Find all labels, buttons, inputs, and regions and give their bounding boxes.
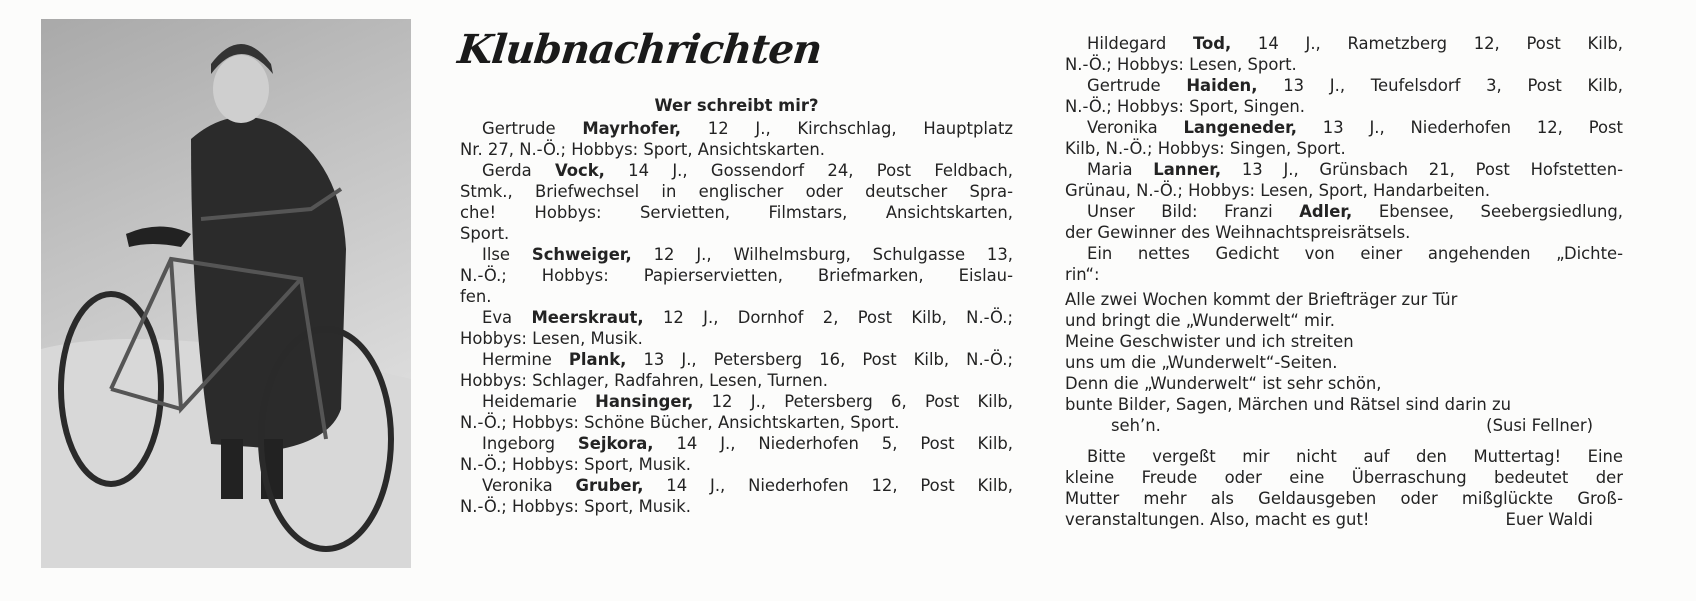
list-item xyxy=(1065,33,1623,75)
text-line: Ilse Schweiger, 12 J., Wilhelmsburg, Schulgasse 13, xyxy=(482,245,1013,264)
text-line: Hobbys: Lesen, Musik. xyxy=(460,329,643,348)
text-line: Kilb, N.-Ö.; Hobbys: Singen, Sport. xyxy=(1065,139,1346,158)
text-line: Nr. 27, N.-Ö.; Hobbys: Sport, Ansichtskarten. xyxy=(460,140,825,159)
text-line: che! Hobbys: Servietten, Filmstars, Ansichtskarten, xyxy=(460,203,1013,222)
text-line: Unser Bild: Franzi Adler, Ebensee, Seebergsiedlung, xyxy=(1087,202,1623,221)
signature: Euer Waldi xyxy=(1505,510,1593,529)
text-line: Veronika Gruber, 14 J., Niederhofen 12, Post Kilb, xyxy=(482,476,1013,495)
closing-line: kleine Freude oder eine Überraschung bedeutet der xyxy=(1065,468,1623,487)
photo-boy-with-bicycle xyxy=(41,19,411,568)
closing-line: Mutter mehr als Geldausgeben oder mißglückte Groß- xyxy=(1065,489,1623,508)
text-line: Gerda Vock, 14 J., Gossendorf 24, Post Feldbach, xyxy=(482,161,1013,180)
column-right xyxy=(1065,33,1623,530)
poem-line: Alle zwei Wochen kommt der Briefträger zur Tür xyxy=(1065,290,1458,309)
text-line: Maria Lanner, 13 J., Grünsbach 21, Post Hofstetten- xyxy=(1087,160,1624,179)
poem-line: Meine Geschwister und ich streiten xyxy=(1065,332,1354,351)
list-item xyxy=(460,433,1013,475)
text-line: Ein nettes Gedicht von einer angehenden „Dichte- xyxy=(1087,244,1623,263)
text-line: N.-Ö.; Hobbys: Schöne Bücher, Ansichtskarten, Sport. xyxy=(460,413,900,432)
column-left xyxy=(460,95,1013,517)
text-line: Veronika Langeneder, 13 J., Niederhofen 12, Post xyxy=(1087,118,1623,137)
section-heading: Wer schreibt mir? xyxy=(654,96,819,115)
person-surname: Meerskraut, xyxy=(531,308,644,327)
list-item xyxy=(460,349,1013,391)
list-item xyxy=(1065,243,1623,285)
person-surname: Plank, xyxy=(568,350,627,369)
text-line: Hildegard Tod, 14 J., Rametzberg 12, Post Kilb, xyxy=(1087,34,1623,53)
text-line: Ingeborg Sejkora, 14 J., Niederhofen 5, Post Kilb, xyxy=(482,434,1013,453)
pen-pal-list-right xyxy=(1065,33,1623,285)
list-item xyxy=(460,391,1013,433)
text-line: N.-Ö.; Hobbys: Sport, Musik. xyxy=(460,497,691,516)
text-line: Gertrude Haiden, 13 J., Teufelsdorf 3, Post Kilb, xyxy=(1087,76,1623,95)
list-item xyxy=(1065,75,1623,117)
text-line: N.-Ö.; Hobbys: Sport, Musik. xyxy=(460,455,691,474)
text-line: Sport. xyxy=(460,224,510,243)
person-surname: Hansinger, xyxy=(595,392,694,411)
text-line: N.-Ö.; Hobbys: Papierservietten, Briefmarken, Eislau- xyxy=(460,266,1013,285)
person-surname: Adler, xyxy=(1299,202,1353,221)
text-line: Grünau, N.-Ö.; Hobbys: Lesen, Sport, Handarbeiten. xyxy=(1065,181,1491,200)
person-surname: Lanner, xyxy=(1153,160,1222,179)
poem xyxy=(1065,289,1623,436)
poem-line: Denn die „Wunderwelt“ ist sehr schön, xyxy=(1065,374,1382,393)
text-line: Hobbys: Schlager, Radfahren, Lesen, Turnen. xyxy=(460,371,828,390)
pen-pal-list-left xyxy=(460,118,1013,517)
list-item xyxy=(1065,159,1623,201)
closing-paragraph xyxy=(1065,446,1623,530)
person-surname: Langeneder, xyxy=(1183,118,1297,137)
person-surname: Haiden, xyxy=(1186,76,1258,95)
list-item xyxy=(1065,117,1623,159)
text-line: N.-Ö.; Hobbys: Sport, Singen. xyxy=(1065,97,1306,116)
text-line: fen. xyxy=(460,287,492,306)
text-line: der Gewinner des Weihnachtspreisrätsels. xyxy=(1065,223,1411,242)
poem-last-line xyxy=(1065,415,1623,436)
list-item xyxy=(460,244,1013,307)
list-item xyxy=(1065,201,1623,243)
person-surname: Vock, xyxy=(554,161,605,180)
text-line: N.-Ö.; Hobbys: Lesen, Sport. xyxy=(1065,55,1297,74)
person-surname: Sejkora, xyxy=(577,434,654,453)
list-item xyxy=(460,118,1013,160)
person-surname: Gruber, xyxy=(575,476,644,495)
list-item xyxy=(460,307,1013,349)
text-line: Heidemarie Hansinger, 12 J., Petersberg 6, Post Kilb, xyxy=(482,392,1013,411)
closing-last-line xyxy=(1065,509,1623,530)
poem-line: und bringt die „Wunderwelt“ mir. xyxy=(1065,311,1335,330)
list-item xyxy=(460,475,1013,517)
person-surname: Tod, xyxy=(1192,34,1232,53)
closing-text: veranstaltungen. Also, macht es gut! xyxy=(1065,510,1370,529)
text-line: Stmk., Briefwechsel in englischer oder deutscher Spra- xyxy=(460,182,1013,201)
poem-line: bunte Bilder, Sagen, Märchen und Rätsel sind darin zu xyxy=(1065,395,1511,414)
person-surname: Mayrhofer, xyxy=(582,119,682,138)
poem-line: uns um die „Wunderwelt“-Seiten. xyxy=(1065,353,1338,372)
text-line: Gertrude Mayrhofer, 12 J., Kirchschlag, Hauptplatz xyxy=(482,119,1014,138)
text-line: Hermine Plank, 13 J., Petersberg 16, Post Kilb, N.-Ö.; xyxy=(482,350,1013,369)
closing-line: Bitte vergeßt mir nicht auf den Muttertag! Eine xyxy=(1087,447,1623,466)
page-title: Klubnachrichten xyxy=(455,26,824,73)
poem-line: seh’n. xyxy=(1111,416,1161,435)
text-line: Eva Meerskraut, 12 J., Dornhof 2, Post Kilb, N.-Ö.; xyxy=(482,308,1013,327)
text-line: rin“: xyxy=(1065,265,1100,284)
person-surname: Schweiger, xyxy=(531,245,632,264)
poem-author: (Susi Fellner) xyxy=(1486,416,1593,435)
list-item xyxy=(460,160,1013,244)
